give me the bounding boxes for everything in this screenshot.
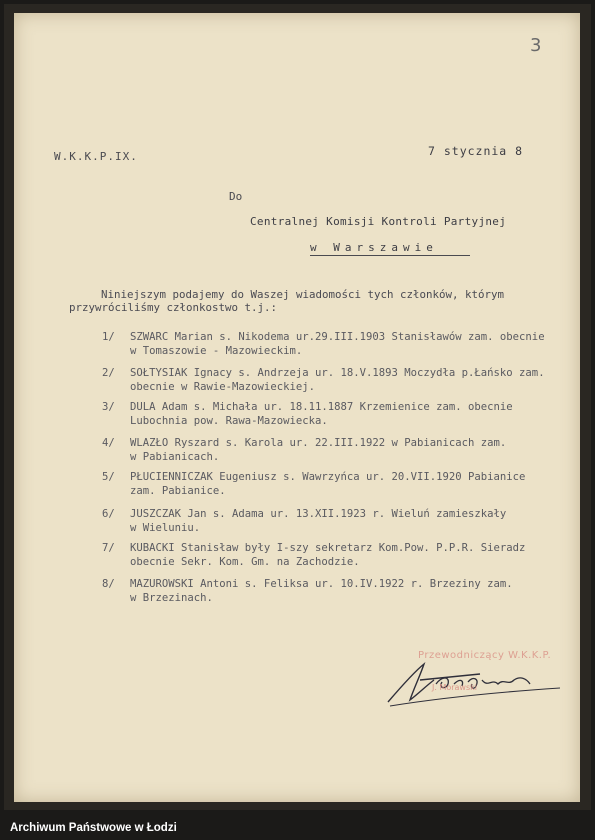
addressee-line-2: w Warszawie bbox=[310, 241, 470, 256]
entry-line-1: MAZUROWSKI Antoni s. Feliksa ur. 10.IV.1922 r. Brzeziny zam. bbox=[130, 578, 513, 590]
stamp-name: J. Morawski bbox=[432, 683, 477, 692]
entry-number: 8/ bbox=[102, 578, 115, 590]
page-number: 3 bbox=[530, 35, 542, 56]
entry-line-2: w Tomaszowie - Mazowieckim. bbox=[130, 344, 303, 357]
entry-number: 6/ bbox=[102, 508, 115, 520]
document-date: 7 stycznia 8 bbox=[428, 144, 524, 158]
stamp-title: Przewodniczący W.K.K.P. bbox=[418, 650, 552, 661]
entry-number: 2/ bbox=[102, 367, 115, 379]
entry-line-2: w Wieluniu. bbox=[130, 521, 201, 534]
document-page bbox=[14, 13, 580, 802]
to-label: Do bbox=[229, 190, 243, 203]
entry-line-1: JUSZCZAK Jan s. Adama ur. 13.XII.1923 r. Wieluń zamieszkały bbox=[130, 508, 507, 520]
entry-line-1: WLAZŁO Ryszard s. Karola ur. 22.III.1922 w Pabianicach zam. bbox=[130, 437, 507, 449]
entry-line-1: DULA Adam s. Michała ur. 18.11.1887 Krzemienice zam. obecnie bbox=[130, 401, 513, 413]
entry-line-1: SZWARC Marian s. Nikodema ur.29.III.1903 Stanisławów zam. obecnie bbox=[130, 331, 545, 343]
entry-line-1: PŁUCIENNICZAK Eugeniusz s. Wawrzyńca ur. 20.VII.1920 Pabianice bbox=[130, 471, 526, 483]
entry-number: 4/ bbox=[102, 437, 115, 449]
entry-line-1: KUBACKI Stanisław były I-szy sekretarz Kom.Pow. P.P.R. Sieradz bbox=[130, 542, 526, 554]
footer-bar bbox=[0, 810, 595, 840]
entry-line-2: zam. Pabianice. bbox=[130, 484, 226, 497]
intro-line-2: przywróciliśmy członkostwo t.j.: bbox=[69, 301, 278, 314]
archive-name: Archiwum Państwowe w Łodzi bbox=[10, 822, 177, 834]
addressee-line-1: Centralnej Komisji Kontroli Partyjnej bbox=[250, 215, 507, 228]
entry-line-2: obecnie w Rawie-Mazowieckiej. bbox=[130, 380, 315, 393]
entry-line-2: w Pabianicach. bbox=[130, 450, 220, 463]
entry-line-1: SOŁTYSIAK Ignacy s. Andrzeja ur. 18.V.1893 Moczydła p.Łańsko zam. bbox=[130, 367, 545, 379]
entry-number: 5/ bbox=[102, 471, 115, 483]
entry-number: 7/ bbox=[102, 542, 115, 554]
intro-paragraph bbox=[69, 288, 569, 314]
entry-number: 1/ bbox=[102, 331, 115, 343]
entry-line-2: w Brzezinach. bbox=[130, 591, 213, 604]
entry-line-2: obecnie Sekr. Kom. Gm. na Zachodzie. bbox=[130, 555, 360, 568]
reference-number: W.K.K.P.IX. bbox=[54, 150, 138, 163]
intro-line-1: Niniejszym podajemy do Waszej wiadomości tych członków, którym bbox=[101, 288, 505, 301]
entry-line-2: Lubochnia pow. Rawa-Mazowiecka. bbox=[130, 414, 328, 427]
entry-number: 3/ bbox=[102, 401, 115, 413]
